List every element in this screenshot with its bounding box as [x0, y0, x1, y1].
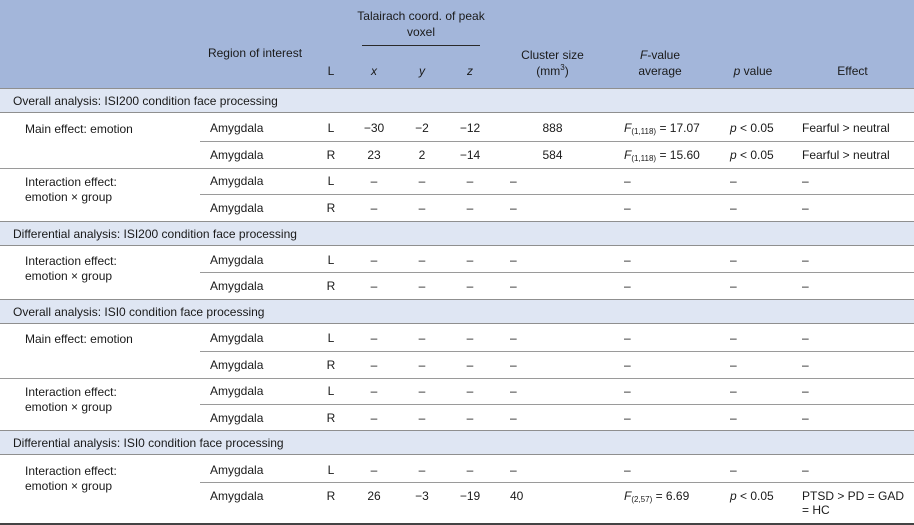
coord-divider: [362, 45, 480, 46]
cell-y: 2: [418, 148, 426, 162]
cell-lr: L: [327, 121, 335, 135]
header-z: z: [467, 64, 473, 78]
cell-x: –: [370, 384, 378, 398]
cell-f: –: [624, 411, 631, 425]
cell-lr: L: [327, 174, 335, 188]
cell-region: Amygdala: [210, 201, 264, 215]
f-value: = 15.60: [656, 148, 700, 162]
cell-z: –: [466, 411, 474, 425]
p-italic: p: [733, 64, 741, 78]
cell-region: Amygdala: [210, 489, 264, 503]
cell-cluster: –: [510, 384, 517, 398]
p-value: < 0.05: [736, 489, 774, 503]
cell-x: 23: [367, 148, 381, 162]
effect-label-line2: emotion × group: [25, 269, 113, 283]
table-row: [0, 405, 914, 431]
cell-lr: L: [327, 331, 335, 345]
effect-line2: = HC: [802, 503, 830, 517]
cell-x: 26: [367, 489, 381, 503]
table-row: [0, 483, 914, 521]
cell-lr: R: [326, 201, 336, 215]
cell-f: –: [624, 358, 631, 372]
effect-label-line2: emotion × group: [25, 400, 113, 414]
header-effect: Effect: [837, 64, 868, 78]
cell-z: −12: [459, 121, 481, 135]
cell-effect: –: [802, 253, 809, 267]
section-title: Overall analysis: ISI200 condition face processing: [13, 94, 278, 108]
cell-region: Amygdala: [210, 331, 264, 345]
table-row: [0, 247, 914, 273]
f-letter: F: [624, 489, 632, 503]
cell-y: –: [418, 253, 426, 267]
effect-label-line2: emotion × group: [25, 190, 113, 204]
cell-y: –: [418, 201, 426, 215]
cell-f: –: [624, 279, 631, 293]
cluster-unit-sup: 3: [560, 63, 565, 72]
cell-region: Amygdala: [210, 174, 264, 188]
cell-y: –: [418, 463, 426, 477]
cell-effect: Fearful > neutral: [802, 121, 890, 135]
cell-p: [730, 148, 774, 162]
cell-effect: –: [802, 358, 809, 372]
cell-effect: –: [802, 201, 809, 215]
p-letter: p: [730, 121, 737, 135]
cell-cluster: –: [510, 174, 517, 188]
effect-line1: PTSD > PD = GAD: [802, 489, 905, 503]
header-fvalue-line1: [615, 47, 705, 63]
cell-z: −19: [459, 489, 481, 503]
table-row: [0, 115, 914, 141]
section-header: [0, 299, 914, 324]
p-letter: p: [730, 148, 737, 162]
cell-p: –: [730, 201, 737, 215]
cell-x: –: [370, 463, 378, 477]
cell-region: Amygdala: [210, 384, 264, 398]
f-value: = 17.07: [656, 121, 700, 135]
cell-z: –: [466, 201, 474, 215]
effect-label-line2: emotion × group: [25, 479, 113, 493]
cell-f: –: [624, 463, 631, 477]
cell-x: –: [370, 253, 378, 267]
cell-z: –: [466, 331, 474, 345]
cell-lr: R: [326, 148, 336, 162]
section-header: [0, 88, 914, 113]
cell-effect: –: [802, 174, 809, 188]
cell-x: −30: [363, 121, 385, 135]
cell-p: –: [730, 174, 737, 188]
cell-region: Amygdala: [210, 411, 264, 425]
header-coord-title: Talairach coord. of peak voxel: [357, 9, 485, 39]
table-row: [0, 325, 914, 351]
cell-effect: Fearful > neutral: [802, 148, 890, 162]
cell-effect: –: [802, 411, 809, 425]
cell-f: –: [624, 201, 631, 215]
cell-cluster: –: [510, 279, 517, 293]
cell-effect: –: [802, 384, 809, 398]
cluster-unit-suffix: ): [564, 64, 569, 78]
cell-cluster: –: [510, 331, 517, 345]
cell-lr: L: [327, 253, 335, 267]
cell-y: –: [418, 384, 426, 398]
cell-cluster: –: [510, 201, 517, 215]
cell-x: –: [370, 174, 378, 188]
cell-x: –: [370, 331, 378, 345]
cell-cluster: –: [510, 253, 517, 267]
cell-effect: –: [802, 279, 809, 293]
cell-z: –: [466, 358, 474, 372]
cluster-unit-prefix: (mm: [536, 64, 561, 78]
cell-y: −2: [415, 121, 429, 135]
f-value: = 6.69: [652, 489, 690, 503]
cell-y: –: [418, 174, 426, 188]
f-letter: F: [624, 148, 632, 162]
cell-x: –: [370, 411, 378, 425]
cell-lr: R: [326, 411, 336, 425]
cell-z: –: [466, 463, 474, 477]
cell-f: [624, 121, 700, 135]
cell-f: [624, 148, 700, 162]
effect-label-line1: Interaction effect:: [25, 254, 117, 268]
effect-label-line1: Interaction effect:: [25, 464, 117, 478]
cell-z: –: [466, 279, 474, 293]
section-title: Differential analysis: ISI0 condition face processing: [13, 436, 284, 450]
p-letter: p: [730, 489, 737, 503]
cell-f: –: [624, 331, 631, 345]
cell-y: −3: [415, 489, 429, 503]
p-rest: value: [740, 64, 773, 78]
table-row: [0, 352, 914, 378]
section-title: Overall analysis: ISI0 condition face processing: [13, 305, 265, 319]
cell-region: Amygdala: [210, 148, 264, 162]
cell-y: –: [418, 279, 426, 293]
f-df: (1,118): [631, 127, 657, 136]
cell-f: –: [624, 384, 631, 398]
header-fvalue-line2: average: [638, 64, 682, 78]
header-cluster-label: Cluster size: [521, 48, 584, 62]
cell-z: –: [466, 174, 474, 188]
cell-lr: L: [327, 384, 335, 398]
cell-f: [624, 489, 689, 503]
fvalue-rest: -value: [647, 48, 681, 62]
cell-region: Amygdala: [210, 279, 264, 293]
cell-lr: R: [326, 358, 336, 372]
f-df: (1,118): [631, 154, 657, 163]
cell-region: Amygdala: [210, 121, 264, 135]
cell-f: –: [624, 253, 631, 267]
cell-p: –: [730, 279, 737, 293]
table-row: [0, 142, 914, 168]
effect-label: Main effect: emotion: [25, 332, 133, 346]
cell-z: −14: [459, 148, 481, 162]
table-header: [0, 0, 914, 88]
header-cluster-unit: [505, 63, 600, 79]
section-header: [0, 221, 914, 246]
header-y: y: [419, 64, 425, 78]
section-header: [0, 430, 914, 455]
cell-p: [730, 489, 774, 503]
cell-cluster: –: [510, 463, 517, 477]
table-row: [0, 168, 914, 194]
effect-label: Main effect: emotion: [25, 122, 133, 136]
cell-x: –: [370, 201, 378, 215]
header-lr: L: [327, 64, 335, 78]
cell-z: –: [466, 384, 474, 398]
cell-y: –: [418, 411, 426, 425]
effect-label-line1: Interaction effect:: [25, 385, 117, 399]
p-value: < 0.05: [736, 121, 774, 135]
cell-cluster: –: [510, 358, 517, 372]
effect-label-line1: Interaction effect:: [25, 175, 117, 189]
cell-lr: L: [327, 463, 335, 477]
header-region-label: Region of interest: [207, 46, 303, 60]
cell-cluster: 40: [510, 489, 524, 503]
cell-p: –: [730, 463, 737, 477]
cell-effect: [802, 489, 904, 517]
cell-cluster: 584: [542, 148, 563, 162]
cell-y: –: [418, 358, 426, 372]
cell-lr: R: [326, 489, 336, 503]
cell-cluster: 888: [542, 121, 563, 135]
cell-x: –: [370, 358, 378, 372]
cell-effect: –: [802, 331, 809, 345]
cell-region: Amygdala: [210, 253, 264, 267]
cell-region: Amygdala: [210, 463, 264, 477]
cell-lr: R: [326, 279, 336, 293]
table-row: [0, 195, 914, 221]
cell-region: Amygdala: [210, 358, 264, 372]
header-fvalue: [615, 47, 705, 79]
cell-p: [730, 121, 774, 135]
fvalue-italic: F: [639, 48, 648, 62]
cell-effect: –: [802, 463, 809, 477]
table-row: [0, 457, 914, 483]
table-row: [0, 378, 914, 404]
table-row: [0, 273, 914, 299]
cell-p: –: [730, 253, 737, 267]
cell-p: –: [730, 358, 737, 372]
cell-p: –: [730, 384, 737, 398]
section-title: Differential analysis: ISI200 condition face processing: [13, 227, 297, 241]
cell-cluster: –: [510, 411, 517, 425]
header-region: [200, 45, 310, 61]
f-df: (2,57): [631, 495, 653, 504]
header-p: [718, 63, 788, 79]
cell-z: –: [466, 253, 474, 267]
cell-x: –: [370, 279, 378, 293]
f-letter: F: [624, 121, 632, 135]
cell-f: –: [624, 174, 631, 188]
header-x: x: [371, 64, 377, 78]
cell-p: –: [730, 331, 737, 345]
cell-y: –: [418, 331, 426, 345]
p-value: < 0.05: [736, 148, 774, 162]
header-cluster: [505, 47, 600, 79]
cell-p: –: [730, 411, 737, 425]
